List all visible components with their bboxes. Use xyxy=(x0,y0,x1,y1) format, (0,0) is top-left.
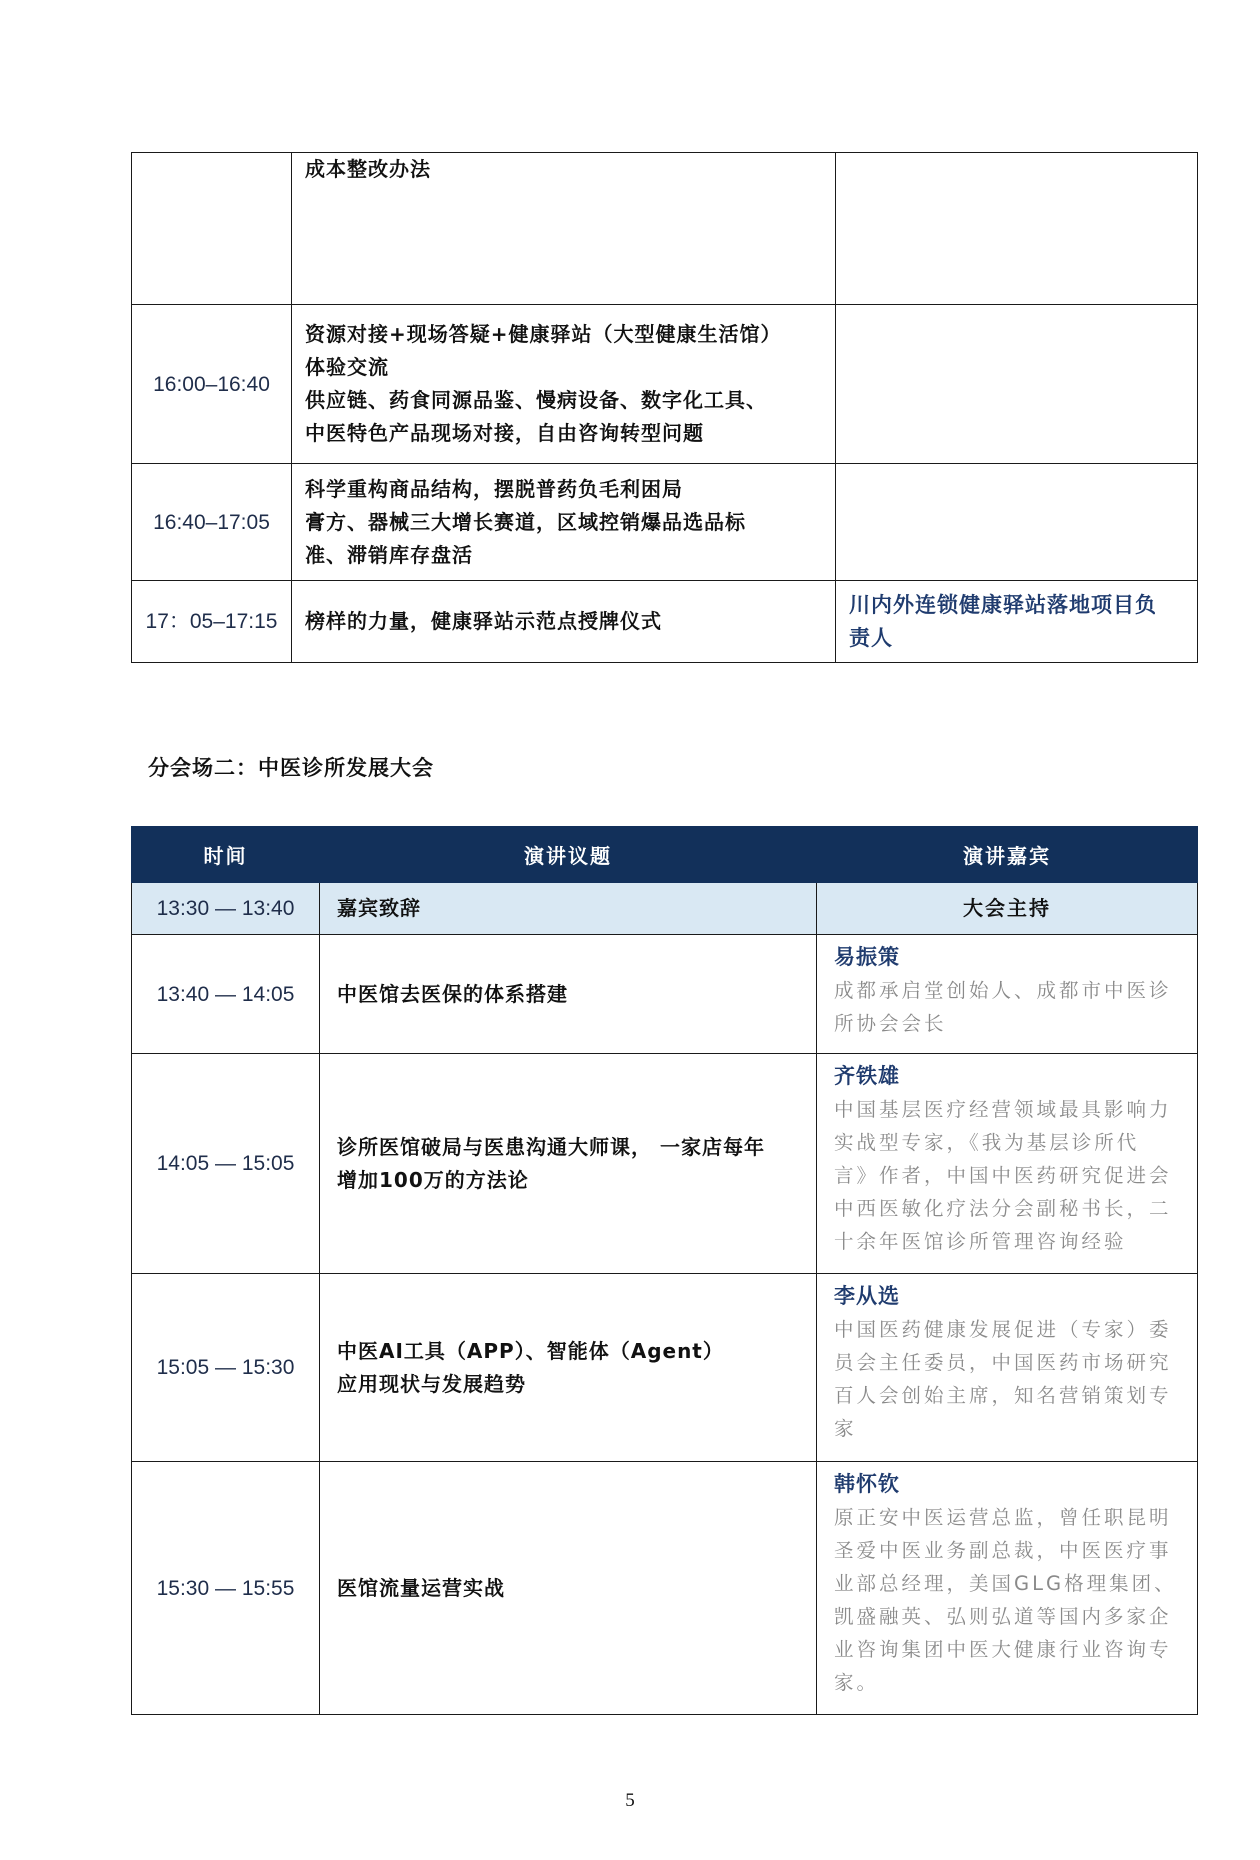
topic-cell xyxy=(320,1462,817,1715)
speaker-desc-line: 原正安中医运营总监，曾任职昆明 xyxy=(834,1506,1172,1529)
speaker-desc-line: 言》作者，中国中医药研究促进会 xyxy=(834,1164,1172,1187)
topic-line: 医馆流量运营实战 xyxy=(337,1575,505,1600)
topic-line: 膏方、器械三大增长赛道，区域控销爆品选品标 xyxy=(305,509,746,534)
topic-line: 增加100万的方法论 xyxy=(337,1167,529,1192)
topic-cell xyxy=(292,153,836,305)
speaker-cell xyxy=(836,581,1198,663)
speaker-name: 易振策 xyxy=(834,945,900,969)
header-topic: 演讲议题 xyxy=(320,827,817,883)
speaker-cell xyxy=(817,1274,1198,1462)
time-cell: 15:05 — 15:30 xyxy=(132,1274,320,1462)
time-cell xyxy=(132,153,292,305)
topic-line: 体验交流 xyxy=(305,355,389,379)
page-number: 5 xyxy=(625,1790,635,1811)
speaker-name: 齐铁雄 xyxy=(834,1064,900,1088)
speaker-cell xyxy=(817,935,1198,1054)
speaker-cell xyxy=(817,1054,1198,1274)
topic-cell xyxy=(320,935,817,1054)
topic-line: 中医AI工具（APP）、智能体（Agent） xyxy=(337,1338,724,1363)
speaker-line: 川内外连锁健康驿站落地项目负 xyxy=(849,592,1157,617)
speaker-desc-line: 百人会创始主席，知名营销策划专 xyxy=(834,1384,1172,1407)
topic-line: 榜样的力量，健康驿站示范点授牌仪式 xyxy=(305,609,662,633)
speaker-desc-line: 家 xyxy=(834,1417,857,1440)
time-cell: 14:05 — 15:05 xyxy=(132,1054,320,1274)
speaker-desc-line: 家。 xyxy=(834,1671,880,1694)
topic-line: 成本整改办法 xyxy=(305,157,431,181)
table-header-row xyxy=(132,827,1198,883)
speaker-name: 韩怀钦 xyxy=(834,1472,900,1496)
speaker-desc-line: 所协会会长 xyxy=(834,1012,947,1035)
time-cell: 13:30 — 13:40 xyxy=(132,883,320,935)
table-row xyxy=(132,935,1198,1054)
header-speaker: 演讲嘉宾 xyxy=(817,827,1198,883)
header-time: 时间 xyxy=(132,827,320,883)
time-cell: 15:30 — 15:55 xyxy=(132,1462,320,1715)
topic-cell xyxy=(292,581,836,663)
speaker-desc-line: 中国基层医疗经营领域最具影响力 xyxy=(834,1098,1172,1121)
topic-cell xyxy=(320,1274,817,1462)
topic-line: 中医馆去医保的体系搭建 xyxy=(337,981,568,1006)
topic-line: 中医特色产品现场对接，自由咨询转型问题 xyxy=(305,421,704,445)
table-row xyxy=(132,581,1198,663)
topic-line: 应用现状与发展趋势 xyxy=(337,1371,526,1396)
host-cell: 大会主持 xyxy=(817,883,1198,935)
time-cell: 16:40–17:05 xyxy=(132,464,292,581)
speaker-cell xyxy=(836,464,1198,581)
topic-cell: 嘉宾致辞 xyxy=(320,883,817,935)
table-row xyxy=(132,1274,1198,1462)
speaker-desc-line: 业部总经理，美国GLG格理集团、 xyxy=(834,1572,1177,1595)
speaker-line: 责人 xyxy=(849,625,893,650)
table-row xyxy=(132,305,1198,464)
topic-cell xyxy=(292,305,836,464)
section-title: 分会场二：中医诊所发展大会 xyxy=(148,756,434,780)
topic-line: 资源对接+现场答疑+健康驿站（大型健康生活馆） xyxy=(305,322,782,346)
speaker-desc-line: 实战型专家，《我为基层诊所代 xyxy=(834,1131,1140,1154)
table-row xyxy=(132,1054,1198,1274)
table-row xyxy=(132,464,1198,581)
speaker-desc-line: 中西医敏化疗法分会副秘书长，二 xyxy=(834,1197,1172,1220)
speaker-desc-line: 成都承启堂创始人、成都市中医诊 xyxy=(834,979,1172,1002)
speaker-desc-line: 员会主任委员，中国医药市场研究 xyxy=(834,1351,1172,1374)
table-row xyxy=(132,1462,1198,1715)
speaker-desc-line: 十余年医馆诊所管理咨询经验 xyxy=(834,1230,1127,1253)
speaker-cell xyxy=(836,305,1198,464)
speaker-cell xyxy=(817,1462,1198,1715)
table-row-opening xyxy=(132,883,1198,935)
speaker-desc-line: 凯盛融英、弘则弘道等国内多家企 xyxy=(834,1605,1172,1628)
speaker-name: 李从选 xyxy=(834,1284,900,1308)
speaker-desc-line: 圣爱中医业务副总裁，中医医疗事 xyxy=(834,1539,1172,1562)
topic-line: 科学重构商品结构，摆脱普药负毛利困局 xyxy=(305,476,683,501)
speaker-cell xyxy=(836,153,1198,305)
topic-line: 供应链、药食同源品鉴、慢病设备、数字化工具、 xyxy=(305,388,767,412)
topic-line: 准、滞销库存盘活 xyxy=(305,542,473,567)
topic-cell xyxy=(292,464,836,581)
speaker-desc-line: 中国医药健康发展促进（专家）委 xyxy=(834,1318,1172,1341)
topic-line: 诊所医馆破局与医患沟通大师课， 一家店每年 xyxy=(337,1134,765,1159)
speaker-desc-line: 业咨询集团中医大健康行业咨询专 xyxy=(834,1638,1172,1661)
schedule-table-continued xyxy=(131,152,1198,663)
table-row xyxy=(132,153,1198,305)
time-cell: 17：05–17:15 xyxy=(132,581,292,663)
topic-cell xyxy=(320,1054,817,1274)
time-cell: 16:00–16:40 xyxy=(132,305,292,464)
schedule-table-session-two xyxy=(131,826,1198,1715)
time-cell: 13:40 — 14:05 xyxy=(132,935,320,1054)
